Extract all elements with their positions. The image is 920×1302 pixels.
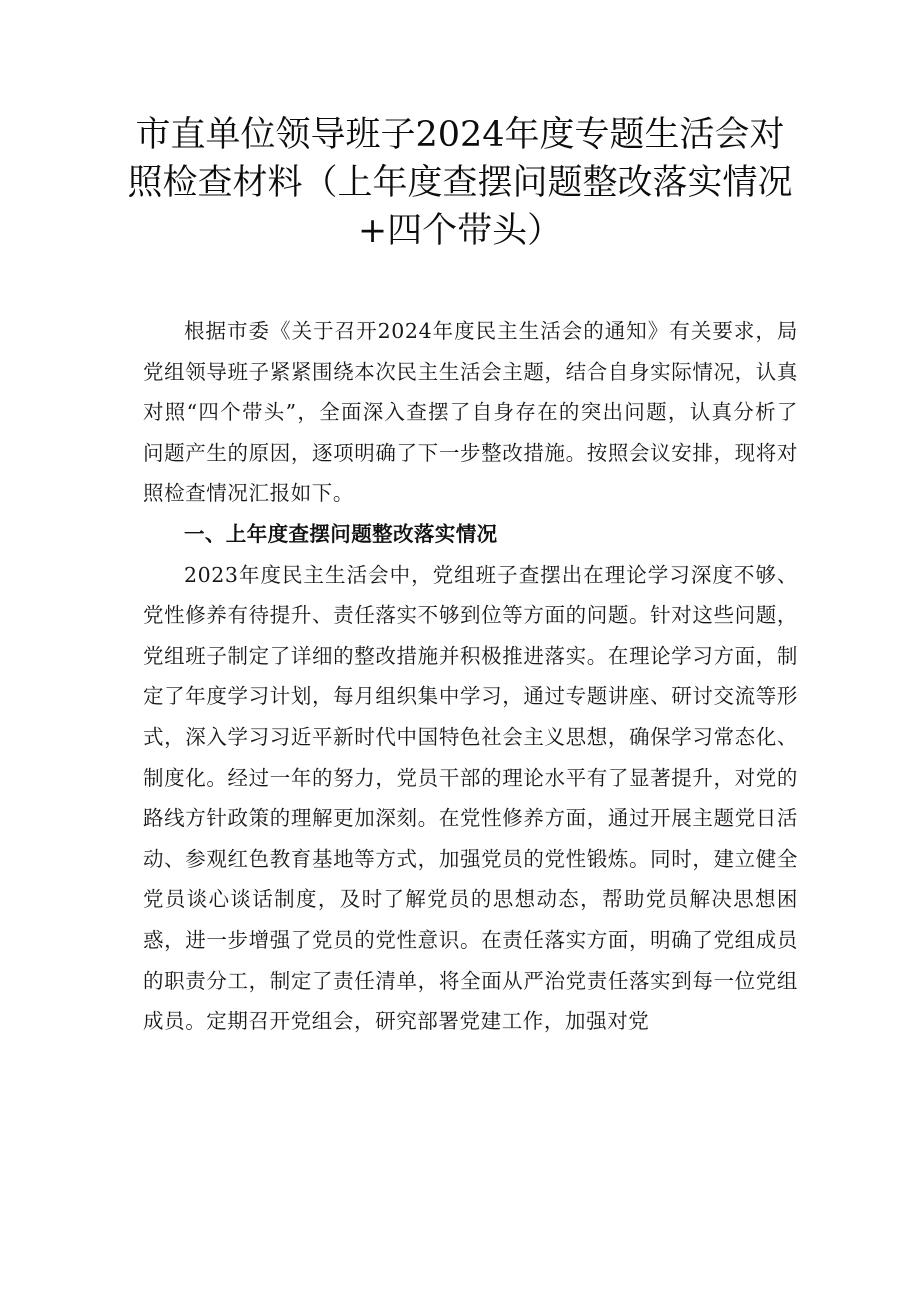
section-one-heading: 一、上年度查摆问题整改落实情况 xyxy=(184,521,498,546)
title-line-3: +四个带头） xyxy=(357,211,563,251)
intro-paragraph: 根据市委《关于召开2024年度民主生活会的通知》有关要求，局党组领导班子紧紧围绕本次民主生活会主题，结合自身实际情况，认真对照“四个带头”，全面深入查摆了自身存在的突出问题，认真分析了问题产生的原因，逐项明确了下一步整改措施。按照会议安排，现将对照检查情况汇报如下。 xyxy=(143,319,798,506)
document-body xyxy=(143,311,798,1042)
title-line-1: 市直单位领导班子2024年度专题生活会对 xyxy=(135,115,785,155)
section-one-paragraph: 2023年度民主生活会中，党组班子查摆出在理论学习深度不够、党性修养有待提升、责任落实不够到位等方面的问题。针对这些问题，党组班子制定了详细的整改措施并积极推进落实。在理论学习方面，制定了年度学习计划，每月组织集中学习，通过专题讲座、研讨交流等形式，深入学习习近平新时代中国特色社会主义思想，确保学习常态化、制度化。经过一年的努力，党员干部的理论水平有了显著提升，对党的路线方针政策的理解更加深刻。在党性修养方面，通过开展主题党日活动、参观红色教育基地等方式，加强党员的党性锻炼。同时，建立健全党员谈心谈话制度，及时了解党员的思想动态，帮助党员解决思想困惑，进一步增强了党员的党性意识。在责任落实方面，明确了党组成员的职责分工，制定了责任清单，将全面从严治党责任落实到每一位党组成员。定期召开党组会，研究部署党建工作，加强对党 xyxy=(143,562,798,1034)
document-title xyxy=(120,111,800,255)
title-line-2: 照检查材料（上年度查摆问题整改落实情况 xyxy=(127,163,793,203)
